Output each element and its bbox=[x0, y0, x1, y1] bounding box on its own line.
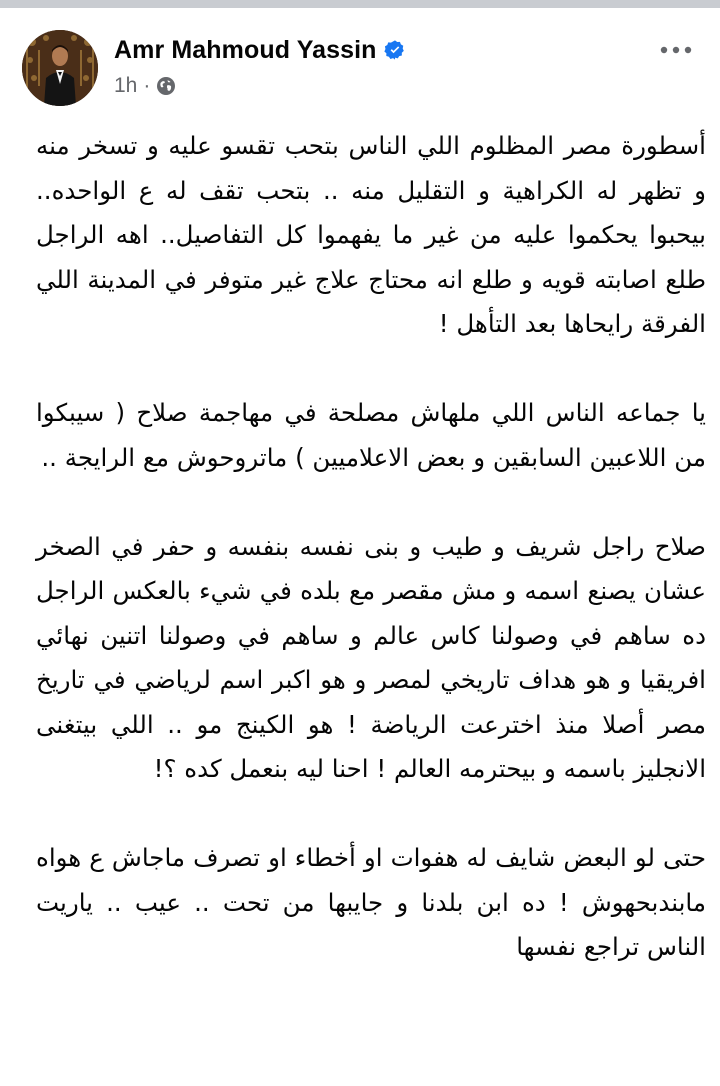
more-options-button[interactable] bbox=[656, 38, 696, 62]
post-paragraph: صلاح راجل شريف و طيب و بنى نفسه بنفسه و حفر في الصخر عشان يصنع اسمه و مش مقصر مع بلده في شيء بالعكس الراجل ده ساهم في وصولنا كاس عالم و ساهم في وصولنا اتنين نهائي افريقيا و هو هداف تاريخي لمصر و هو اكبر اسم لرياضي في تاريخ مصر أصلا منذ اخترعت الرياضة ! هو الكينج مو .. اللي بيتغنى الانجليز باسمه و بيحترمه العالم ! احنا ليه بنعمل كده ؟! bbox=[36, 531, 706, 783]
post-text bbox=[36, 124, 706, 970]
post-paragraph: حتى لو البعض شايف له هفوات او أخطاء او تصرف ماجاش ع هواه مابندبحهوش ! ده ابن بلدنا و جايبها من تحت .. عيب .. ياريت الناس تراجع نفسها bbox=[36, 843, 706, 961]
post-meta bbox=[114, 74, 176, 98]
post-paragraph: يا جماعه الناس اللي ملهاش مصلحة في مهاجمة صلاح ( سيبكوا من اللاعبين السابقين و بعض الاعلاميين ) ماتروحوش مع الرايجة .. bbox=[36, 398, 706, 472]
meta-separator: · bbox=[143, 74, 151, 97]
author-name[interactable]: Amr Mahmoud Yassin bbox=[114, 35, 377, 64]
post-timestamp[interactable]: 1h bbox=[114, 74, 138, 97]
post-paragraph: أسطورة مصر المظلوم اللي الناس بتحب تقسو عليه و تسخر منه و تظهر له الكراهية و التقليل منه .. بتحب تقف له ع الواحده.. بيحبوا يحكموا عليه من غير ما يفهموا كل التفاصيل.. اهه الراجل طلع اصابته قويه و طلع انه محتاج علاج غير متوفر في المدينة اللي الفرقة رايحاها بعد التأهل ! bbox=[36, 131, 706, 338]
post-header bbox=[0, 8, 720, 108]
avatar-photo bbox=[22, 30, 98, 106]
author-avatar[interactable] bbox=[22, 30, 98, 106]
verified-badge-icon bbox=[384, 39, 406, 61]
more-options-icon bbox=[659, 46, 693, 54]
top-divider bbox=[0, 0, 720, 8]
globe-icon[interactable] bbox=[156, 76, 176, 96]
author-line bbox=[114, 34, 406, 66]
